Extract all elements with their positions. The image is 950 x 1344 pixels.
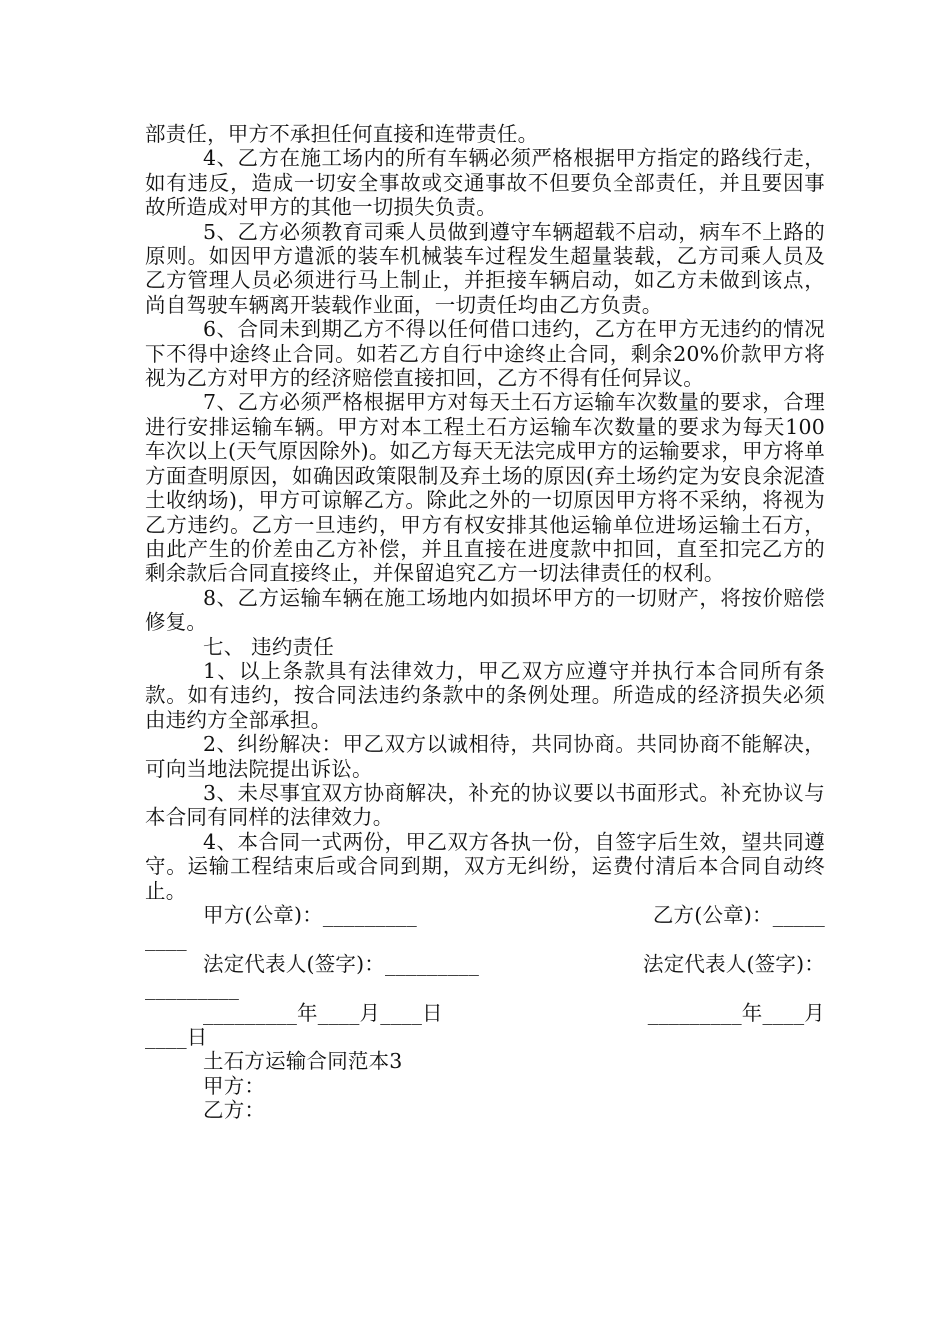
clause-5: 5、乙方必须教育司乘人员做到遵守车辆超载不启动，病车不上路的原则。如因甲方遣派的装车机械装车过程发生超量装载，乙方司乘人员及乙方管理人员必须进行马上制止，并拒接车辆启动，如乙方未做到该点，尚自驾驶车辆离开装载作业面，一切责任均由乙方负责。: [145, 219, 825, 317]
clause-7: 7、乙方必须严格根据甲方对每天土石方运输车次数量的要求，合理进行安排运输车辆。甲方对本工程土石方运输车次数量的要求为每天100车次以上(天气原因除外)。如乙方每天无法完成甲方的运输要求，甲方将单方面查明原因，如确因政策限制及弃土场的原因(弃土场约定为安良余泥渣土收纳场)，甲方可谅解乙方。除此之外的一切原因甲方将不采纳，将视为乙方违约。乙方一旦违约，甲方有权安排其他运输单位进场运输土石方，由此产生的价差由乙方补偿，并且直接在进度款中扣回，直至扣完乙方的剩余款后合同直接终止，并保留追究乙方一切法律责任的权利。: [145, 390, 825, 586]
next-contract-party-a: 甲方：: [203, 1073, 266, 1098]
section-heading-breach: 七、 违约责任: [203, 634, 334, 659]
contract-text: [145, 122, 825, 1123]
party-b-date: _________年____月: [647, 1000, 825, 1025]
party-b-representative-wrap: _________: [145, 976, 240, 1001]
party-a-seal: 甲方(公章)：_________: [203, 903, 417, 927]
party-a-representative: 法定代表人(签字)：_________: [203, 951, 480, 976]
clause-8: 8、乙方运输车辆在施工场地内如损坏甲方的一切财产，将按价赔偿修复。: [145, 585, 825, 635]
next-contract-title: 土石方运输合同范本3: [203, 1049, 403, 1074]
seal-row: [145, 903, 825, 927]
representative-row: [145, 952, 825, 976]
party-a-date: _________年____月____日: [203, 1000, 443, 1025]
next-contract-party-b: 乙方：: [203, 1098, 266, 1123]
clause-6: 6、合同未到期乙方不得以任何借口违约，乙方在甲方无违约的情况下不得中途终止合同。如若乙方自行中途终止合同，剩余20%价款甲方将视为乙方对甲方的经济赔偿直接扣回，乙方不得有任何异议。: [145, 317, 825, 391]
date-row: [145, 1001, 825, 1025]
party-b-representative: 法定代表人(签字)：: [643, 951, 825, 976]
paragraph-continuation: 部责任，甲方不承担任何直接和连带责任。: [145, 122, 539, 146]
breach-clause-2: 2、纠纷解决：甲乙双方以诚相待，共同协商。共同协商不能解决，可向当地法院提出诉讼。: [145, 732, 825, 781]
clause-4: 4、乙方在施工场内的所有车辆必须严格根据甲方指定的路线行走，如有违反，造成一切安全事故或交通事故不但要负全部责任，并且要因事故所造成对甲方的其他一切损失负责。: [145, 146, 825, 220]
party-b-seal-wrap: ____: [145, 927, 187, 952]
breach-clause-4: 4、本合同一式两份，甲乙双方各执一份，自签字后生效，望共同遵守。运输工程结束后或合同到期，双方无纠纷，运费付清后本合同自动终止。: [145, 829, 825, 903]
breach-clause-1: 1、以上条款具有法律效力，甲乙双方应遵守并执行本合同所有条款。如有违约，按合同法违约条款中的条例处理。所造成的经济损失必须由违约方全部承担。: [145, 658, 825, 732]
party-b-seal: 乙方(公章)：_____: [652, 903, 825, 927]
party-b-date-wrap: ____日: [145, 1024, 208, 1049]
breach-clause-3: 3、未尽事宜双方协商解决，补充的协议要以书面形式。补充协议与本合同有同样的法律效力。: [145, 780, 825, 830]
